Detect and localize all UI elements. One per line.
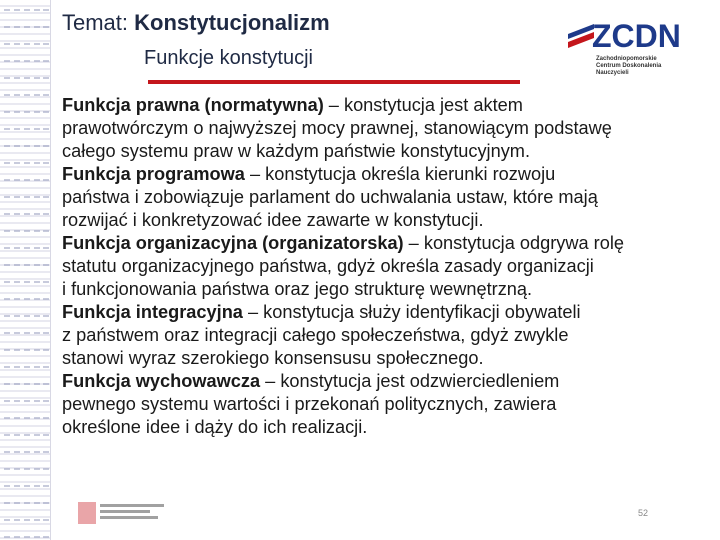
logo-sub-line: Zachodniopomorskie (596, 56, 657, 62)
page-number: 52 (638, 508, 649, 518)
function-paragraph (62, 232, 712, 301)
function-description: – konstytucja jest aktem prawotwórczym o najwyższej mocy prawnej, stanowiącym podstawę całego systemu praw w każdym państwie konstytucyjnym. (62, 95, 612, 161)
function-description: – konstytucja służy identyfikacji obywateli z państwem oraz integracji całego społeczeństwa, gdyż zwykle stanowi wyraz szerokiego konsensusu społecznego. (62, 302, 581, 368)
slide-subtitle: Funkcje konstytucji (144, 47, 313, 69)
side-strip-column (14, 0, 20, 540)
logo-mark-icon (568, 24, 594, 54)
function-term: Funkcja integracyjna (62, 302, 243, 322)
side-strip-column (24, 0, 30, 540)
decorative-side-strip (0, 0, 51, 540)
logo-sub-line: Centrum Doskonalenia Nauczycieli (596, 63, 662, 76)
logo-subtitle (596, 56, 686, 77)
functions-list (62, 94, 712, 439)
function-description: – konstytucja określa kierunki rozwoju państwa i zobowiązuje parlament do uchwalania ustaw, które mają rozwijać i konkretyzować idee zawarte w konstytucji. (62, 164, 598, 230)
slide-topic (62, 10, 330, 36)
side-strip-column (4, 0, 10, 540)
topic-label: Temat: (62, 10, 129, 35)
title-underline (148, 80, 520, 84)
function-paragraph (62, 370, 712, 439)
side-strip-column (34, 0, 40, 540)
footer-eu-logo-icon (78, 498, 168, 528)
function-term: Funkcja wychowawcza (62, 371, 261, 391)
function-description: – konstytucja odgrywa rolę statutu organizacyjnego państwa, gdyż określa zasady organizacji i funkcjonowania państwa oraz jego strukturę wewnętrzną. (62, 233, 625, 299)
zcdn-logo (568, 18, 684, 76)
function-term: Funkcja programowa (62, 164, 245, 184)
logo-text: ZCDN (592, 18, 681, 54)
side-strip-column (43, 0, 49, 540)
function-paragraph (62, 301, 712, 370)
function-description: – konstytucja jest odzwierciedleniem pewnego systemu wartości i przekonań politycznych, zawiera określone idee i dąży do ich realizacji. (62, 371, 560, 437)
topic-name: Konstytucjonalizm (134, 10, 330, 35)
function-paragraph (62, 163, 712, 232)
function-term: Funkcja organizacyjna (organizatorska) (62, 233, 404, 253)
function-paragraph (62, 94, 712, 163)
function-term: Funkcja prawna (normatywna) (62, 95, 324, 115)
